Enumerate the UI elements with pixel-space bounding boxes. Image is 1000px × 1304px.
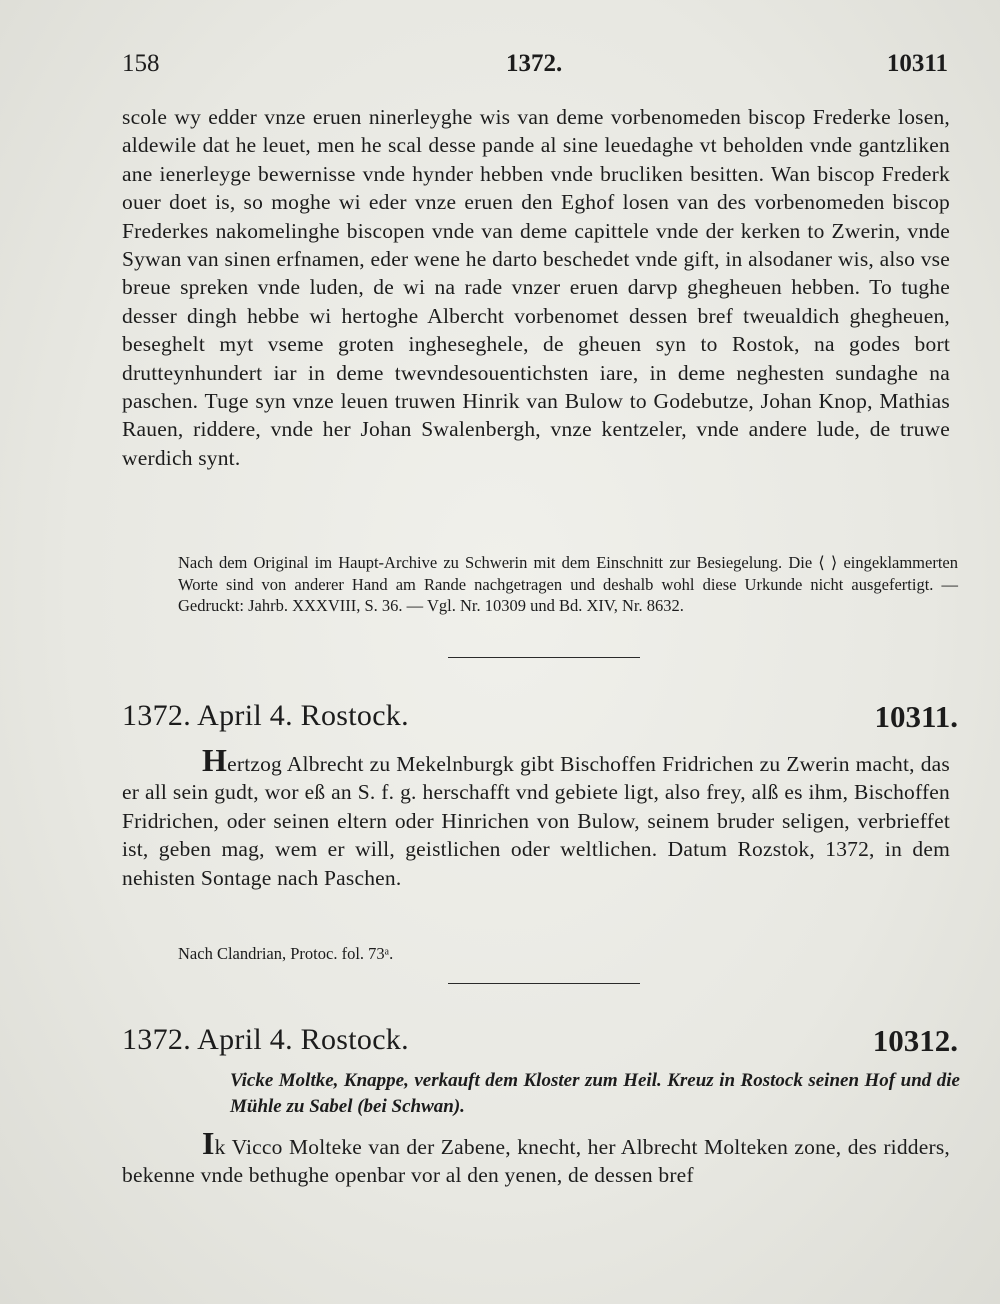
header-document-number: 10311	[886, 50, 948, 77]
source-note-text: Nach Clandrian, Protoc. fol. 73ᵃ.	[178, 944, 394, 963]
initial-letter: H	[202, 742, 228, 778]
document-10310-source-note	[122, 552, 958, 617]
document-date-place: 1372. April 4. Rostock.	[122, 1023, 409, 1056]
section-divider	[448, 657, 640, 658]
document-body: k Vicco Molteke van der Zabene, knecht, her Albrecht Molteken zone, des ridders, bekenne vnde bethughe openbar vor al den yenen, de dessen bref	[122, 1135, 950, 1188]
initial-letter: I	[202, 1125, 215, 1161]
document-10311-text	[122, 742, 950, 892]
page-number: 158	[122, 50, 160, 77]
section-divider	[448, 983, 640, 984]
document-10312-regest: Vicke Moltke, Knappe, verkauft dem Kloster zum Heil. Kreuz in Rostock seinen Hof und die Mühle zu Sabel (bei Schwan).	[230, 1070, 960, 1117]
running-header	[122, 50, 948, 90]
document-number: 10311.	[874, 699, 958, 734]
document-10311-heading	[122, 699, 958, 743]
source-note-text: Nach dem Original im Haupt-Archive zu Schwerin mit dem Einschnitt zur Besiegelung. Die ⟨ ⟩ eingeklammerten Worte sind von anderer Hand am Rande nachgetragen und deshalb wohl diese Urkunde nicht ausgefertigt. — Gedruckt: Jahrb. XXXVIII, S. 36. — Vgl. Nr. 10309 und Bd. XIV, Nr. 8632.	[178, 553, 958, 615]
document-10312-text	[122, 1125, 950, 1190]
document-date-place: 1372. April 4. Rostock.	[122, 699, 409, 732]
header-year: 1372.	[506, 50, 563, 77]
document-10310-text: scole wy edder vnze eruen ninerleyghe wis van deme vorbenomeden biscop Frederke losen, aldewile dat he leuet, men he scal desse pande al sine leuedaghe vt beholden vnde gantzliken ane ienerleyge bewernisse vnde hynder hebben vnde brucliken besitten. Wan biscop Frederk ouer doet is, so moghe wi eder vnze eruen den Eghof losen van des vorbenomeden biscop Frederkes nakomelinghe biscopen vnde van deme capittele vnde der kerken to Zwerin, vnde Sywan van sinen erfnamen, eder wene he darto beschedet vnde gift, in alsodaner wis, also vse breue spreken vnde luden, de wi na rade vnzer eruen darvp ghegheuen hebben. To tughe desser dingh hebbe wi hertoghe Albercht vorbenomet dessen bref tweualdich ghegheuen, beseghelt myt vseme groten ingheseghele, de gheuen syn to Rostok, na godes bort drutteynhundert iar in deme twevndesouentichsten iare, in deme neghesten sundaghe na paschen. Tuge syn vnze leuen truwen Hinrik van Bulow to Godebutze, Johan Knop, Mathias Rauen, riddere, vnde her Johan Swalenbergh, vnze kentzeler, vnde andere lude, de truwe werdich synt.	[122, 105, 950, 470]
document-body: ertzog Albrecht zu Mekelnburgk gibt Bischoffen Fridrichen zu Zwerin macht, das er all sein gudt, wor eß an S. f. g. herschafft vnd gebiete ligt, also frey, alß es ihm, Bischoffen Fridrichen, oder seinen eltern oder Hinrichen von Bulow, seinem bruder seligen, verbrieffet ist, geben mag, wem er will, geistlichen oder weltlichen. Datum Rozstok, 1372, in dem nehisten Sontage nach Paschen.	[122, 752, 950, 890]
document-10312-heading	[122, 1023, 958, 1067]
document-number: 10312.	[872, 1023, 958, 1058]
document-10311-source-note	[122, 943, 958, 965]
